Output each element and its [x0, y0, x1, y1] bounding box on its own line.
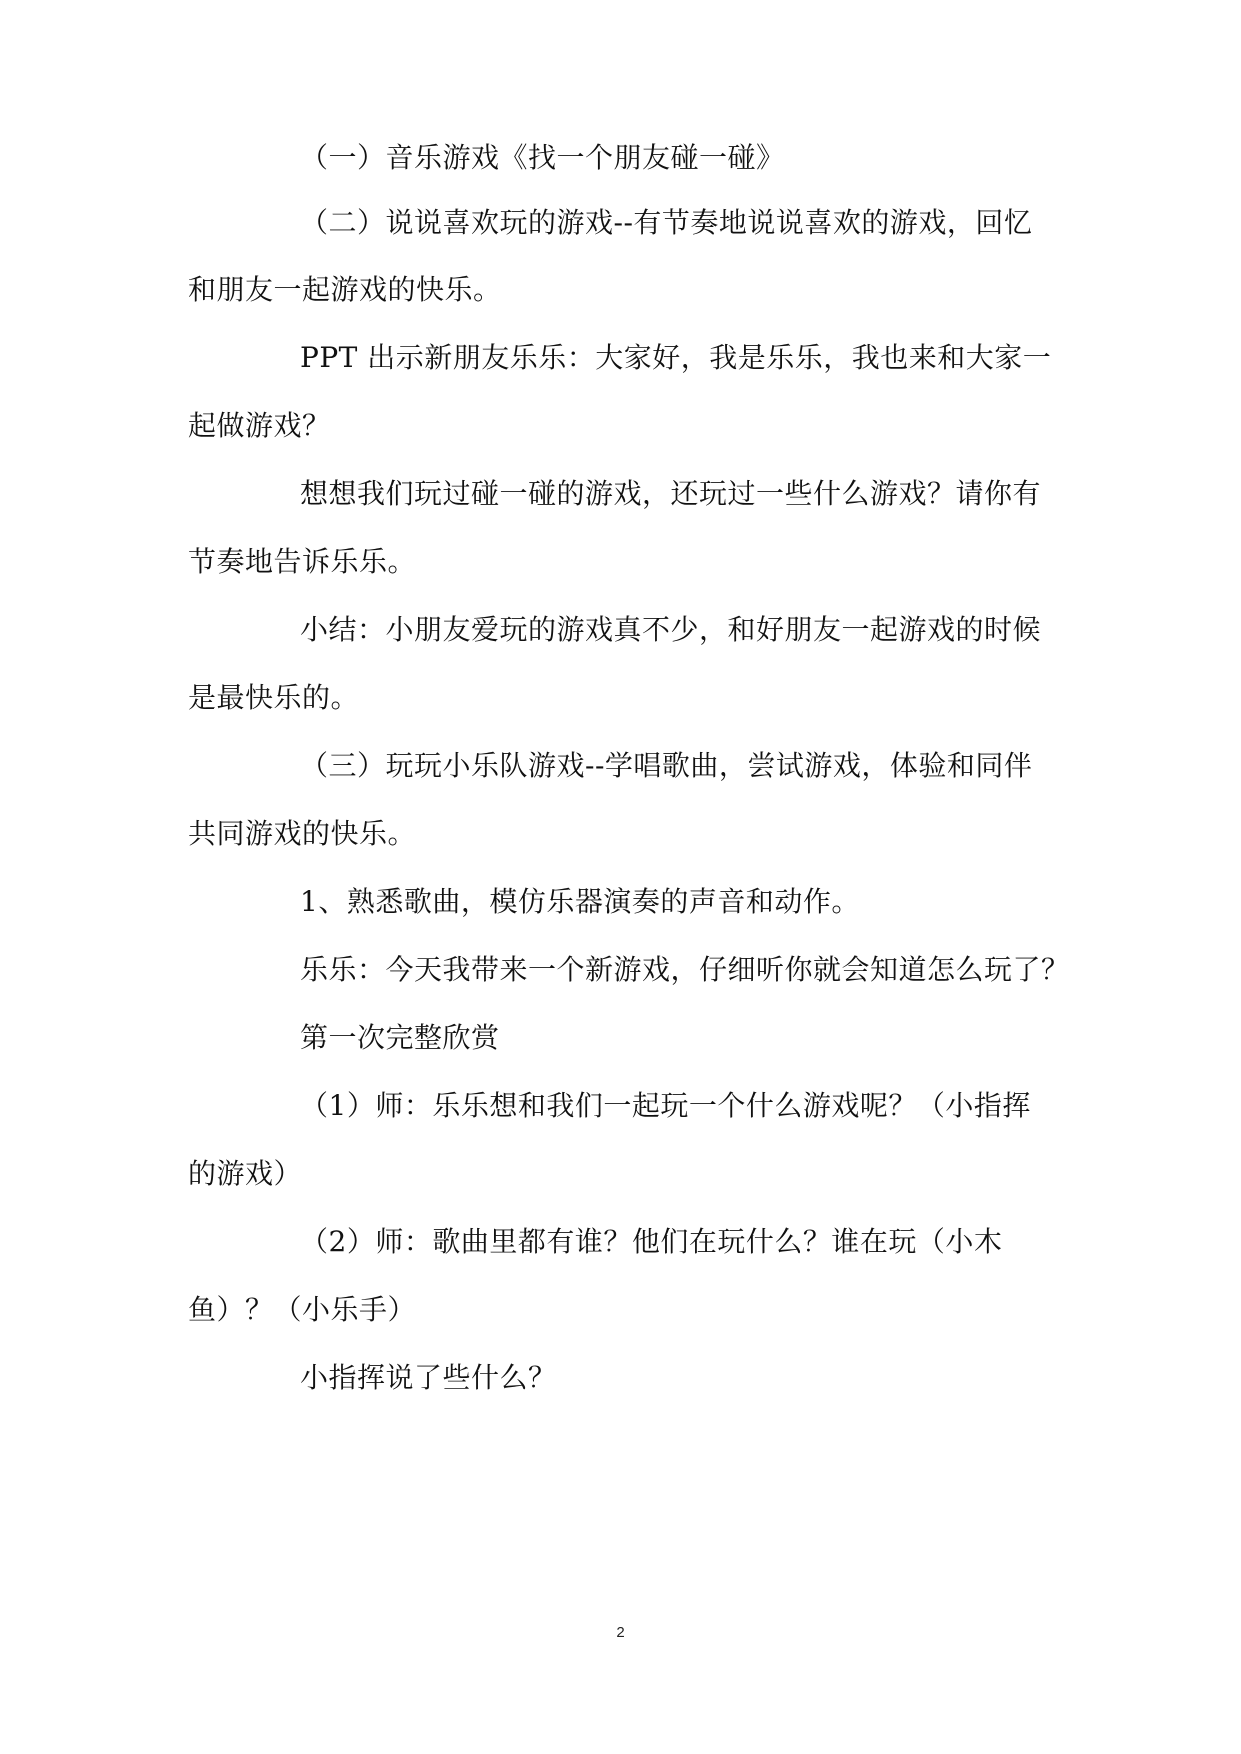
heading-band-game: （三）玩玩小乐队游戏--学唱歌曲，尝试游戏，体验和同伴 [300, 749, 1033, 782]
question-1-continued: 的游戏） [188, 1157, 303, 1190]
page-number: 2 [616, 1624, 625, 1641]
paragraph-line: 节奏地告诉乐乐。 [188, 545, 417, 578]
question-1: （1）师：乐乐想和我们一起玩一个什么游戏呢？（小指挥 [300, 1089, 1031, 1122]
paragraph-line: 第一次完整欣赏 [300, 1021, 500, 1054]
question-2: （2）师：歌曲里都有谁？他们在玩什么？谁在玩（小木 [300, 1225, 1003, 1258]
paragraph-line: 乐乐：今天我带来一个新游戏，仔细听你就会知道怎么玩了？ [300, 953, 1070, 986]
list-item-1: 1、熟悉歌曲，模仿乐器演奏的声音和动作。 [300, 885, 860, 918]
summary-line: 小结：小朋友爱玩的游戏真不少，和好朋友一起游戏的时候 [300, 613, 1042, 646]
paragraph-line: 小指挥说了些什么？ [300, 1361, 557, 1394]
question-2-continued: 鱼）？（小乐手） [188, 1293, 417, 1326]
summary-line: 是最快乐的。 [188, 681, 360, 714]
paragraph-line: 想想我们玩过碰一碰的游戏，还玩过一些什么游戏？请你有 [300, 477, 1042, 510]
heading-favorite-games: （二）说说喜欢玩的游戏--有节奏地说说喜欢的游戏，回忆 [300, 206, 1033, 239]
paragraph-line: PPT 出示新朋友乐乐：大家好，我是乐乐，我也来和大家一 [300, 341, 1052, 374]
paragraph-line: 起做游戏？ [188, 409, 331, 442]
paragraph-line: 共同游戏的快乐。 [188, 817, 417, 850]
heading-music-game: （一）音乐游戏《找一个朋友碰一碰》 [300, 141, 785, 174]
paragraph-line: 和朋友一起游戏的快乐。 [188, 273, 502, 306]
